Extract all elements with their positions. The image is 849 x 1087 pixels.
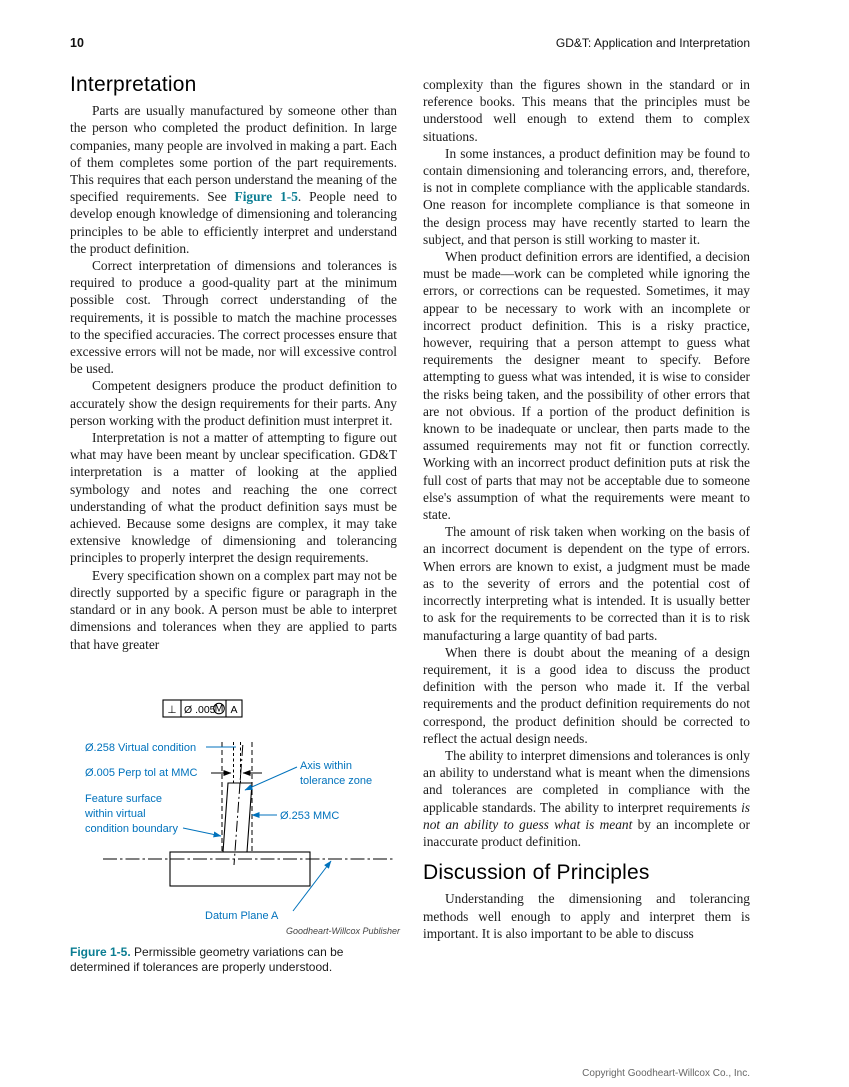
perp-tol-label: Ø.005 Perp tol at MMC (85, 766, 198, 779)
paragraph: When product definition errors are identified, a decision must be made—work can be completed while ignoring the errors, or corrections can be requested. Sometimes, it may appear to be necessary to work with an incomplete or incorrect product definition. This is a risky practice, however, requiring that a person attempt to guess what requirements the designer meant to specify. Before attempting to guess what was intended, it is wise to consider the risks being taken, and the possibility of other errors that are not obvious. If a portion of the product definition is known to be inadequate or unclear, then parts made to the assumed requirements may not fit or function correctly. Working with an incorrect product definition puts at risk the full cost of parts that may not be acceptable due to someone else's assumption of what the requirements were meant to state. (423, 249, 750, 523)
figure-caption (70, 945, 397, 976)
two-column-layout (70, 73, 750, 976)
paragraph (70, 102, 397, 257)
mmc-modifier-letter: M (214, 702, 224, 715)
figure-caption-label: Figure 1-5. (70, 944, 131, 959)
emphasized-text: is not an ability to guess what is meant (423, 799, 750, 832)
feature-axis-line (234, 745, 243, 865)
paragraph-text: . People need to develop enough knowledge of dimensioning and tolerancing principles to be able to efficiently interpret and understand the product definition. (70, 189, 397, 256)
paragraph: Every specification shown on a complex part may not be directly supported by a specific figure or paragraph in the standard or in any book. A person must be able to interpret dimensions and tolerances when they are applied to parts that have greater (70, 567, 397, 652)
mmc-label: Ø.253 MMC (280, 809, 340, 822)
leader-line (183, 828, 221, 836)
right-column (423, 76, 750, 976)
heading-interpretation: Interpretation (70, 73, 197, 96)
figure-credit: Goodheart-Willcox Publisher (286, 925, 400, 936)
perpendicularity-symbol: ⊥ (167, 703, 177, 716)
paragraph: When there is doubt about the meaning of a design requirement, it is a good idea to discuss the product definition with the person who made it. If the verbal requirements and the product definition requirements do not correspond, the product definition should be corrected to reflect the actual design needs. (423, 644, 750, 746)
running-head-title: GD&T: Application and Interpretation (555, 36, 750, 50)
datum-plane-label: Datum Plane A (205, 909, 279, 922)
heading-discussion-of-principles: Discussion of Principles (423, 861, 650, 885)
paragraph: Competent designers produce the product definition to accurately show the design requirements for their parts. Any person working with the product definition must interpret it. (70, 378, 397, 428)
datum-reference-letter: A (230, 703, 238, 716)
paragraph (423, 747, 750, 850)
paragraph-text: The ability to interpret dimensions and tolerances is only an ability to understand what is meant when the dimensions and tolerances are completed in compliance with the applicable standards. The ability to interpret requirements (423, 747, 750, 815)
paragraph: complexity than the figures shown in the standard or in reference books. This means that the principles must be understood well enough to extend them to complex situations. (423, 77, 750, 144)
virtual-condition-label: Ø.258 Virtual condition (85, 741, 197, 754)
feature-control-frame (163, 700, 242, 717)
axis-label-line1: Axis within (300, 759, 352, 772)
copyright-notice: Copyright Goodheart-Willcox Co., Inc. (582, 1068, 750, 1079)
figure-drawing (70, 697, 405, 937)
paragraph: The amount of risk taken when working on the basis of an incorrect document is dependent on the type of errors. When errors are known to exist, a judgment must be made as to the severity of errors and the potential cost of incorrectly interpreting what is intended. It is usually better to ask for the requirements to be corrected than it is to risk manufacturing a large quantity of bad parts. (423, 524, 750, 643)
figure-1-5 (70, 697, 400, 976)
feature-surface-label-line1: Feature surface (85, 792, 163, 805)
paragraph-text: by an incomplete or inaccurate product definition. (423, 816, 750, 849)
axis-label-line2: tolerance zone (300, 774, 373, 787)
paragraph: Interpretation is not a matter of attempting to figure out what may have been meant by unclear specification. GD&T interpretation is a matter of looking at the applied symbology and notes and reaching the one correct understanding of what the product definition says must be achieved. Because some designs are complex, it may take extensive knowledge of dimensioning and tolerancing principles to properly interpret the design requirements. (70, 430, 397, 566)
left-column (70, 73, 400, 976)
leader-line (245, 767, 297, 790)
feature-surface-label-line2: within virtual (85, 807, 146, 820)
paragraph: In some instances, a product definition may be found to contain dimensioning and tolerancing errors, and, therefore, is not in complete compliance with the applicable standards. One reason for incomplete compliance is that someone in the design process may have recently started to learn the subject, and that person is still working to master it. (423, 145, 750, 247)
page-number: 10 (70, 36, 84, 50)
paragraph: Understanding the dimensioning and tolerancing methods well enough to apply and interpret them is important. It is also important to be able to discuss (423, 891, 750, 941)
feature-surface-label-line3: condition boundary (85, 822, 178, 835)
paragraph-text: Parts are usually manufactured by someone other than the person who completed the product definition. In large companies, many people are involved in making a part. Each of them completes some portion of the part requirements. This requires that each person understand the meaning of the specified requirements. See (70, 103, 397, 205)
tolerance-value: Ø .005 (184, 703, 216, 716)
figure-caption-text: Permissible geometry variations can be determined if tolerances are properly understood. (70, 944, 344, 975)
figure-reference: Figure 1-5 (234, 189, 298, 205)
running-header (70, 36, 750, 50)
base-plate-outline (170, 852, 310, 886)
paragraph: Correct interpretation of dimensions and tolerances is required to produce a good-quality part at the minimum possible cost. Through correct understanding of the requirements, it is possible to match the machine processes to the specified accuracies. The correct processes ensure that excessive errors will not be made, nor will excessive control be used. (70, 258, 397, 377)
